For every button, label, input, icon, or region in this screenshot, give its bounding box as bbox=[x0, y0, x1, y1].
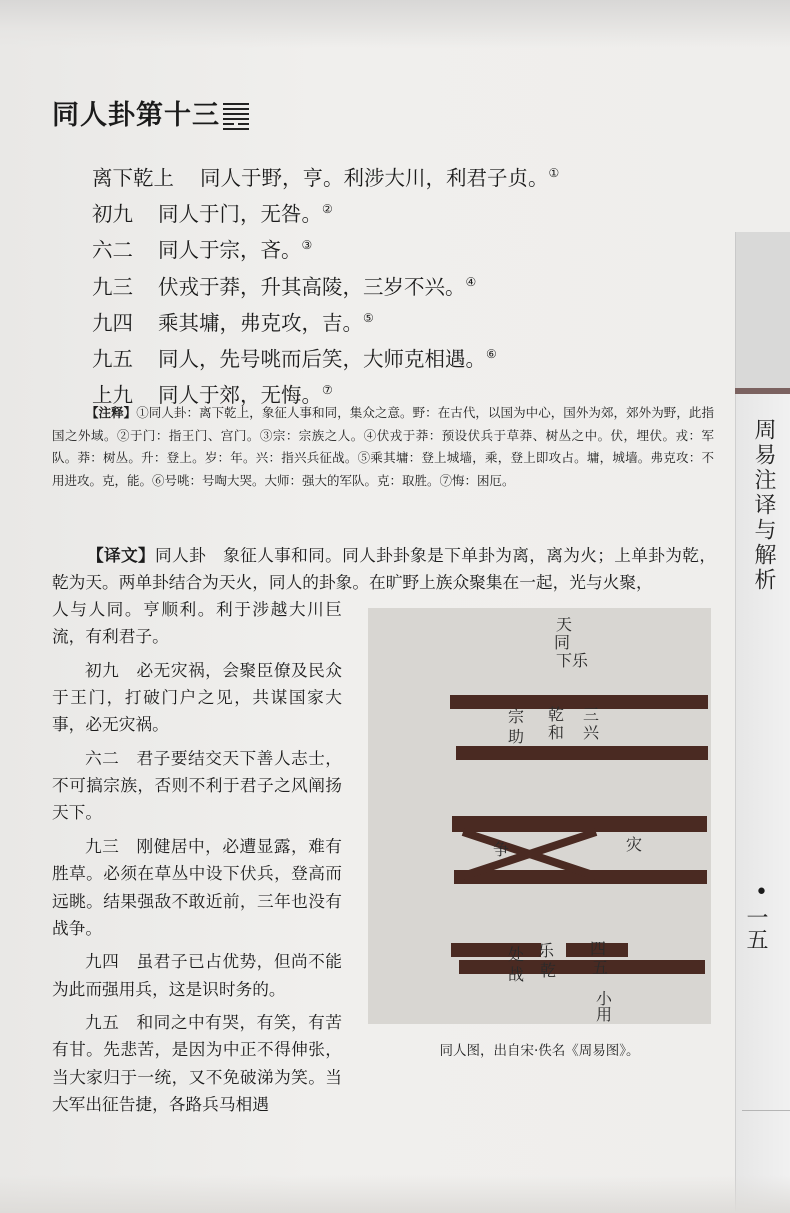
translation-intro bbox=[52, 542, 716, 596]
verse-label: 九三 bbox=[92, 274, 133, 299]
annotation-heading: 【注释】 bbox=[86, 405, 137, 420]
verse-line bbox=[92, 230, 559, 266]
hexagram-bar bbox=[450, 695, 708, 709]
page-number-bullet: • bbox=[755, 880, 768, 905]
footnote-mark: ⑥ bbox=[486, 347, 497, 362]
verse-label: 六二 bbox=[92, 238, 133, 263]
footnote-mark: ① bbox=[548, 166, 560, 180]
verse-text: 同人于宗，吝。 bbox=[158, 238, 302, 263]
sidebar-rule bbox=[742, 1110, 790, 1111]
footnote-mark: ③ bbox=[301, 238, 313, 253]
translation-paragraph: 初九 必无灾祸，会聚臣僚及民众于王门，打破门户之见，共谋国家大事，必无灾祸。 bbox=[52, 659, 342, 735]
inscription-glyph: 五 bbox=[592, 958, 609, 977]
inscription-glyph: 兴 bbox=[583, 723, 600, 742]
verse-text: 同人于郊，无悔。 bbox=[158, 383, 322, 408]
bottom-page-edge bbox=[0, 1175, 790, 1213]
inscription-glyph: 助 bbox=[508, 727, 525, 746]
top-page-shadow bbox=[0, 0, 790, 48]
translation-paragraph: 人与人同。亨顺利。利于涉越大川巨流，有利君子。 bbox=[52, 599, 342, 647]
figure-caption: 同人图，出自宋·佚名《周易图》。 bbox=[439, 1043, 640, 1059]
hexagram-bar bbox=[456, 746, 708, 760]
hexagram-half-bar bbox=[451, 943, 541, 957]
inscription-glyph: 三 bbox=[583, 705, 600, 724]
inscription-glyph: 和 bbox=[548, 723, 565, 742]
hexagram-bar bbox=[459, 960, 705, 974]
inscription-glyph: 处 bbox=[508, 945, 525, 964]
translation-paragraph: 六二 君子要结交天下善人志士，不可搞宗族，否则不利于君子之风阐扬天下。 bbox=[52, 747, 342, 823]
verse-label: 上九 bbox=[92, 383, 133, 408]
chapter-tab-stripe bbox=[735, 388, 790, 394]
footnote-mark: ⑦ bbox=[322, 383, 333, 398]
translation-paragraph: 九四 虽君子已占优势，但尚不能为此而强用兵，这是识时务的。 bbox=[52, 951, 342, 999]
hexagram-verses bbox=[92, 158, 559, 411]
verse-line bbox=[92, 267, 559, 303]
inscription-glyph: 灾 bbox=[626, 835, 643, 854]
verse-label: 九四 bbox=[92, 310, 133, 335]
inscription-glyph: 宗 bbox=[508, 707, 525, 726]
translation-heading: 【译文】 bbox=[87, 545, 156, 565]
annotation-block bbox=[52, 402, 714, 492]
verse-label: 离下乾上 bbox=[92, 166, 174, 190]
footnote-mark: ⑤ bbox=[363, 310, 374, 325]
inscription-glyph: 天 bbox=[556, 615, 573, 634]
footnote-mark: ④ bbox=[465, 274, 477, 289]
verse-label: 初九 bbox=[92, 202, 133, 227]
cross-strokes bbox=[463, 832, 596, 876]
verse-line bbox=[92, 194, 559, 230]
tongren-illustration bbox=[368, 608, 711, 1024]
annotation-body: ①同人卦：离下乾上，象征人事和同，集众之意。野：在古代，以国为中心，国外为郊，郊外为野，此指国之外域。②于门：指王门、宫门。③宗：宗族之人。④伏戎于莽：预设伏兵于草莽、树丛之中。伏，埋伏。戎：军队。莽：树丛。升：登上。岁：年。兴：指兴兵征战。⑤乘其墉：登上城墙，乘，登上即攻占。墉，城墙。弗克攻：不用进攻。克，能。⑥号咷：号啕大哭。大师：强大的军队。克：取胜。⑦悔：困厄。 bbox=[52, 405, 714, 488]
inscription-glyph: 四 bbox=[590, 939, 607, 958]
verse-label: 九五 bbox=[92, 347, 133, 372]
inscription-glyph: 乐 bbox=[572, 651, 589, 670]
page-number: 一五 bbox=[743, 906, 768, 950]
verse-line bbox=[92, 339, 559, 375]
running-book-title: 周易注译与解析 bbox=[751, 418, 776, 593]
inscription-glyph: 争 bbox=[493, 840, 510, 859]
footnote-mark: ② bbox=[322, 202, 333, 217]
verse-line bbox=[92, 303, 559, 339]
verse-text: 乘其墉，弗克攻，吉。 bbox=[158, 310, 363, 335]
inscription-glyph: 下 bbox=[556, 651, 573, 670]
hexagram-bar bbox=[452, 816, 707, 832]
page-title: 同人卦第十三 bbox=[52, 100, 220, 131]
chapter-tab bbox=[735, 232, 790, 392]
inscription-glyph: 同 bbox=[554, 633, 571, 652]
translation-paragraph: 九三 刚健居中，必遭显露，难有胜草。必须在草丛中设下伏兵，登高而远眺。结果强敌不敢近前，三年也没有战争。 bbox=[52, 835, 342, 938]
inscription-glyph: 用 bbox=[596, 1005, 613, 1024]
hexagram-diagram bbox=[368, 608, 711, 1024]
verse-text: 同人，先号咷而后笑，大师克相遇。 bbox=[158, 347, 486, 372]
verse-text: 同人于野，亨。利涉大川，利君子贞。 bbox=[200, 166, 549, 190]
translation-column bbox=[52, 596, 342, 1124]
translation-paragraph: 九五 和同之中有哭，有笑，有苦有甘。先悲苦，是因为中正不得伸张，当大家归于一统，又不免破涕为笑。当大军出征告捷，各路兵马相遇 bbox=[52, 1012, 342, 1114]
translation-intro-text: 同人卦 象征人事和同。同人卦卦象是下单卦为离，离为火；上单卦为乾，乾为天。两单卦结合为天火，同人的卦象。在旷野上族众聚集在一起，光与火聚， bbox=[52, 545, 717, 592]
inscription-glyph: 乐 bbox=[538, 941, 555, 960]
inscription-glyph: 乾 bbox=[540, 961, 557, 980]
hexagram-tongren-icon bbox=[223, 103, 249, 125]
inscription-glyph: 战 bbox=[508, 965, 525, 984]
verse-text: 伏戎于莽，升其高陵，三岁不兴。 bbox=[158, 274, 466, 299]
verse-line bbox=[92, 158, 559, 194]
inscription-glyph: 小 bbox=[596, 989, 613, 1008]
verse-text: 同人于门，无咎。 bbox=[158, 202, 322, 227]
inscription-glyph: 乾 bbox=[548, 705, 565, 724]
